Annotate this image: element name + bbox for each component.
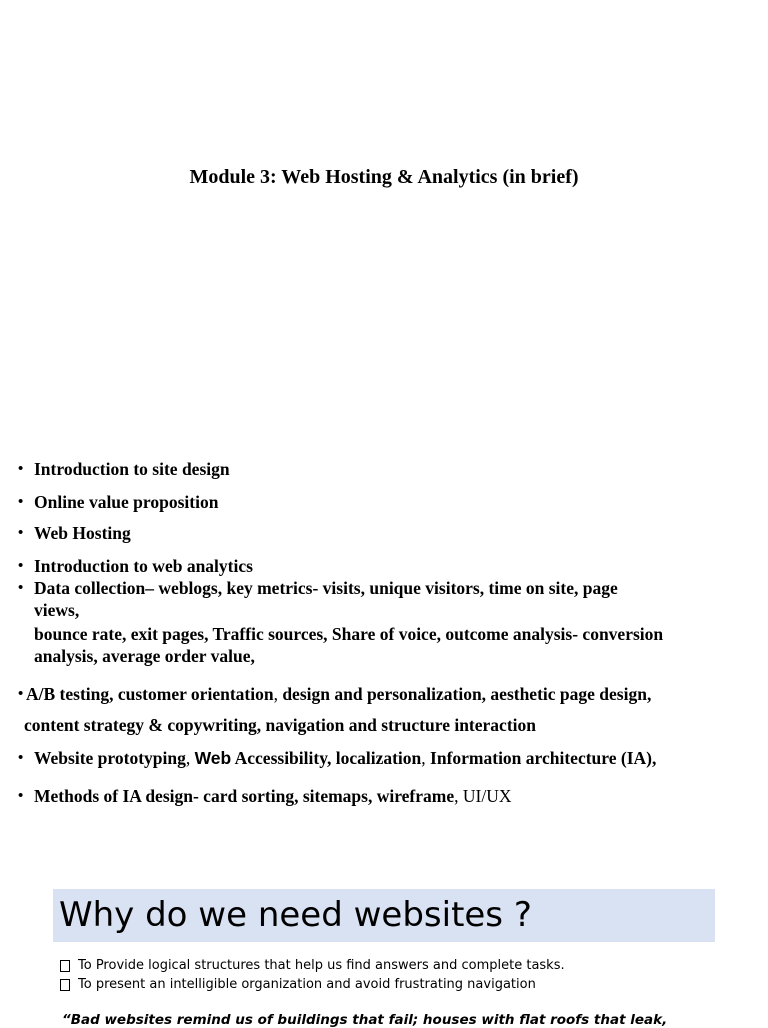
why-title: Why do we need websites ?	[59, 895, 532, 935]
bullet-icon: •	[18, 557, 24, 574]
topic-web-hosting: Web Hosting	[34, 523, 131, 543]
topic-prototyping-part4: Information architecture (IA),	[430, 748, 657, 768]
module-title: Module 3: Web Hosting & Analytics (in brief)	[189, 166, 579, 188]
why-point-text: To Provide logical structures that help us find answers and complete tasks.	[78, 958, 565, 973]
topic-prototyping-part3: Accessibility, localization	[231, 748, 422, 768]
topic-data-collection-line2: views,	[34, 600, 80, 620]
bullet-icon: •	[18, 493, 24, 510]
why-point-text: To present an intelligible organization and avoid frustrating navigation	[78, 977, 536, 992]
list-item	[58, 956, 738, 975]
topic-data-collection-line4: analysis, average order value,	[34, 646, 255, 666]
topic-value-proposition: Online value proposition	[34, 492, 219, 512]
separator-text: ,	[185, 748, 195, 768]
checkbox-bullet-icon	[60, 979, 70, 991]
topic-ia-methods	[34, 785, 734, 807]
topic-ia-methods-uiux: , UI/UX	[454, 786, 512, 806]
list-item	[58, 975, 738, 994]
bullet-icon: •	[18, 749, 24, 766]
bullet-icon: •	[18, 685, 24, 702]
checkbox-bullet-icon	[60, 960, 70, 972]
topic-data-collection-line3: bounce rate, exit pages, Traffic sources, Share of voice, outcome analysis- conversion	[34, 624, 664, 644]
topic-ab-testing	[26, 683, 726, 705]
bullet-icon: •	[18, 460, 24, 477]
topic-ia-methods-part1: Methods of IA design- card sorting, sitemaps, wireframe	[34, 786, 455, 806]
why-banner	[53, 889, 715, 942]
topic-site-design: Introduction to site design	[34, 459, 230, 479]
topic-prototyping-web: Web	[194, 748, 232, 768]
topic-data-collection-line1: Data collection– weblogs, key metrics- visits, unique visitors, time on site, page	[34, 578, 618, 598]
topic-ab-testing-part1: A/B testing, customer orientation	[26, 684, 274, 704]
topic-ab-testing-part2: design and personalization, aesthetic page design,	[282, 684, 652, 704]
separator-text: ,	[273, 684, 283, 704]
topic-prototyping	[34, 747, 734, 769]
why-points-list	[58, 956, 738, 994]
quote-text: “Bad websites remind us of buildings that fail; houses with flat roofs that leak,	[62, 1012, 668, 1028]
bullet-icon: •	[18, 524, 24, 541]
topic-web-analytics: Introduction to web analytics	[34, 556, 253, 576]
topic-prototyping-part1: Website prototyping	[34, 748, 186, 768]
bullet-icon: •	[18, 579, 24, 596]
bullet-icon: •	[18, 787, 24, 804]
separator-text: ,	[421, 748, 431, 768]
topic-ab-testing-line2: content strategy & copywriting, navigation and structure interaction	[24, 715, 536, 735]
